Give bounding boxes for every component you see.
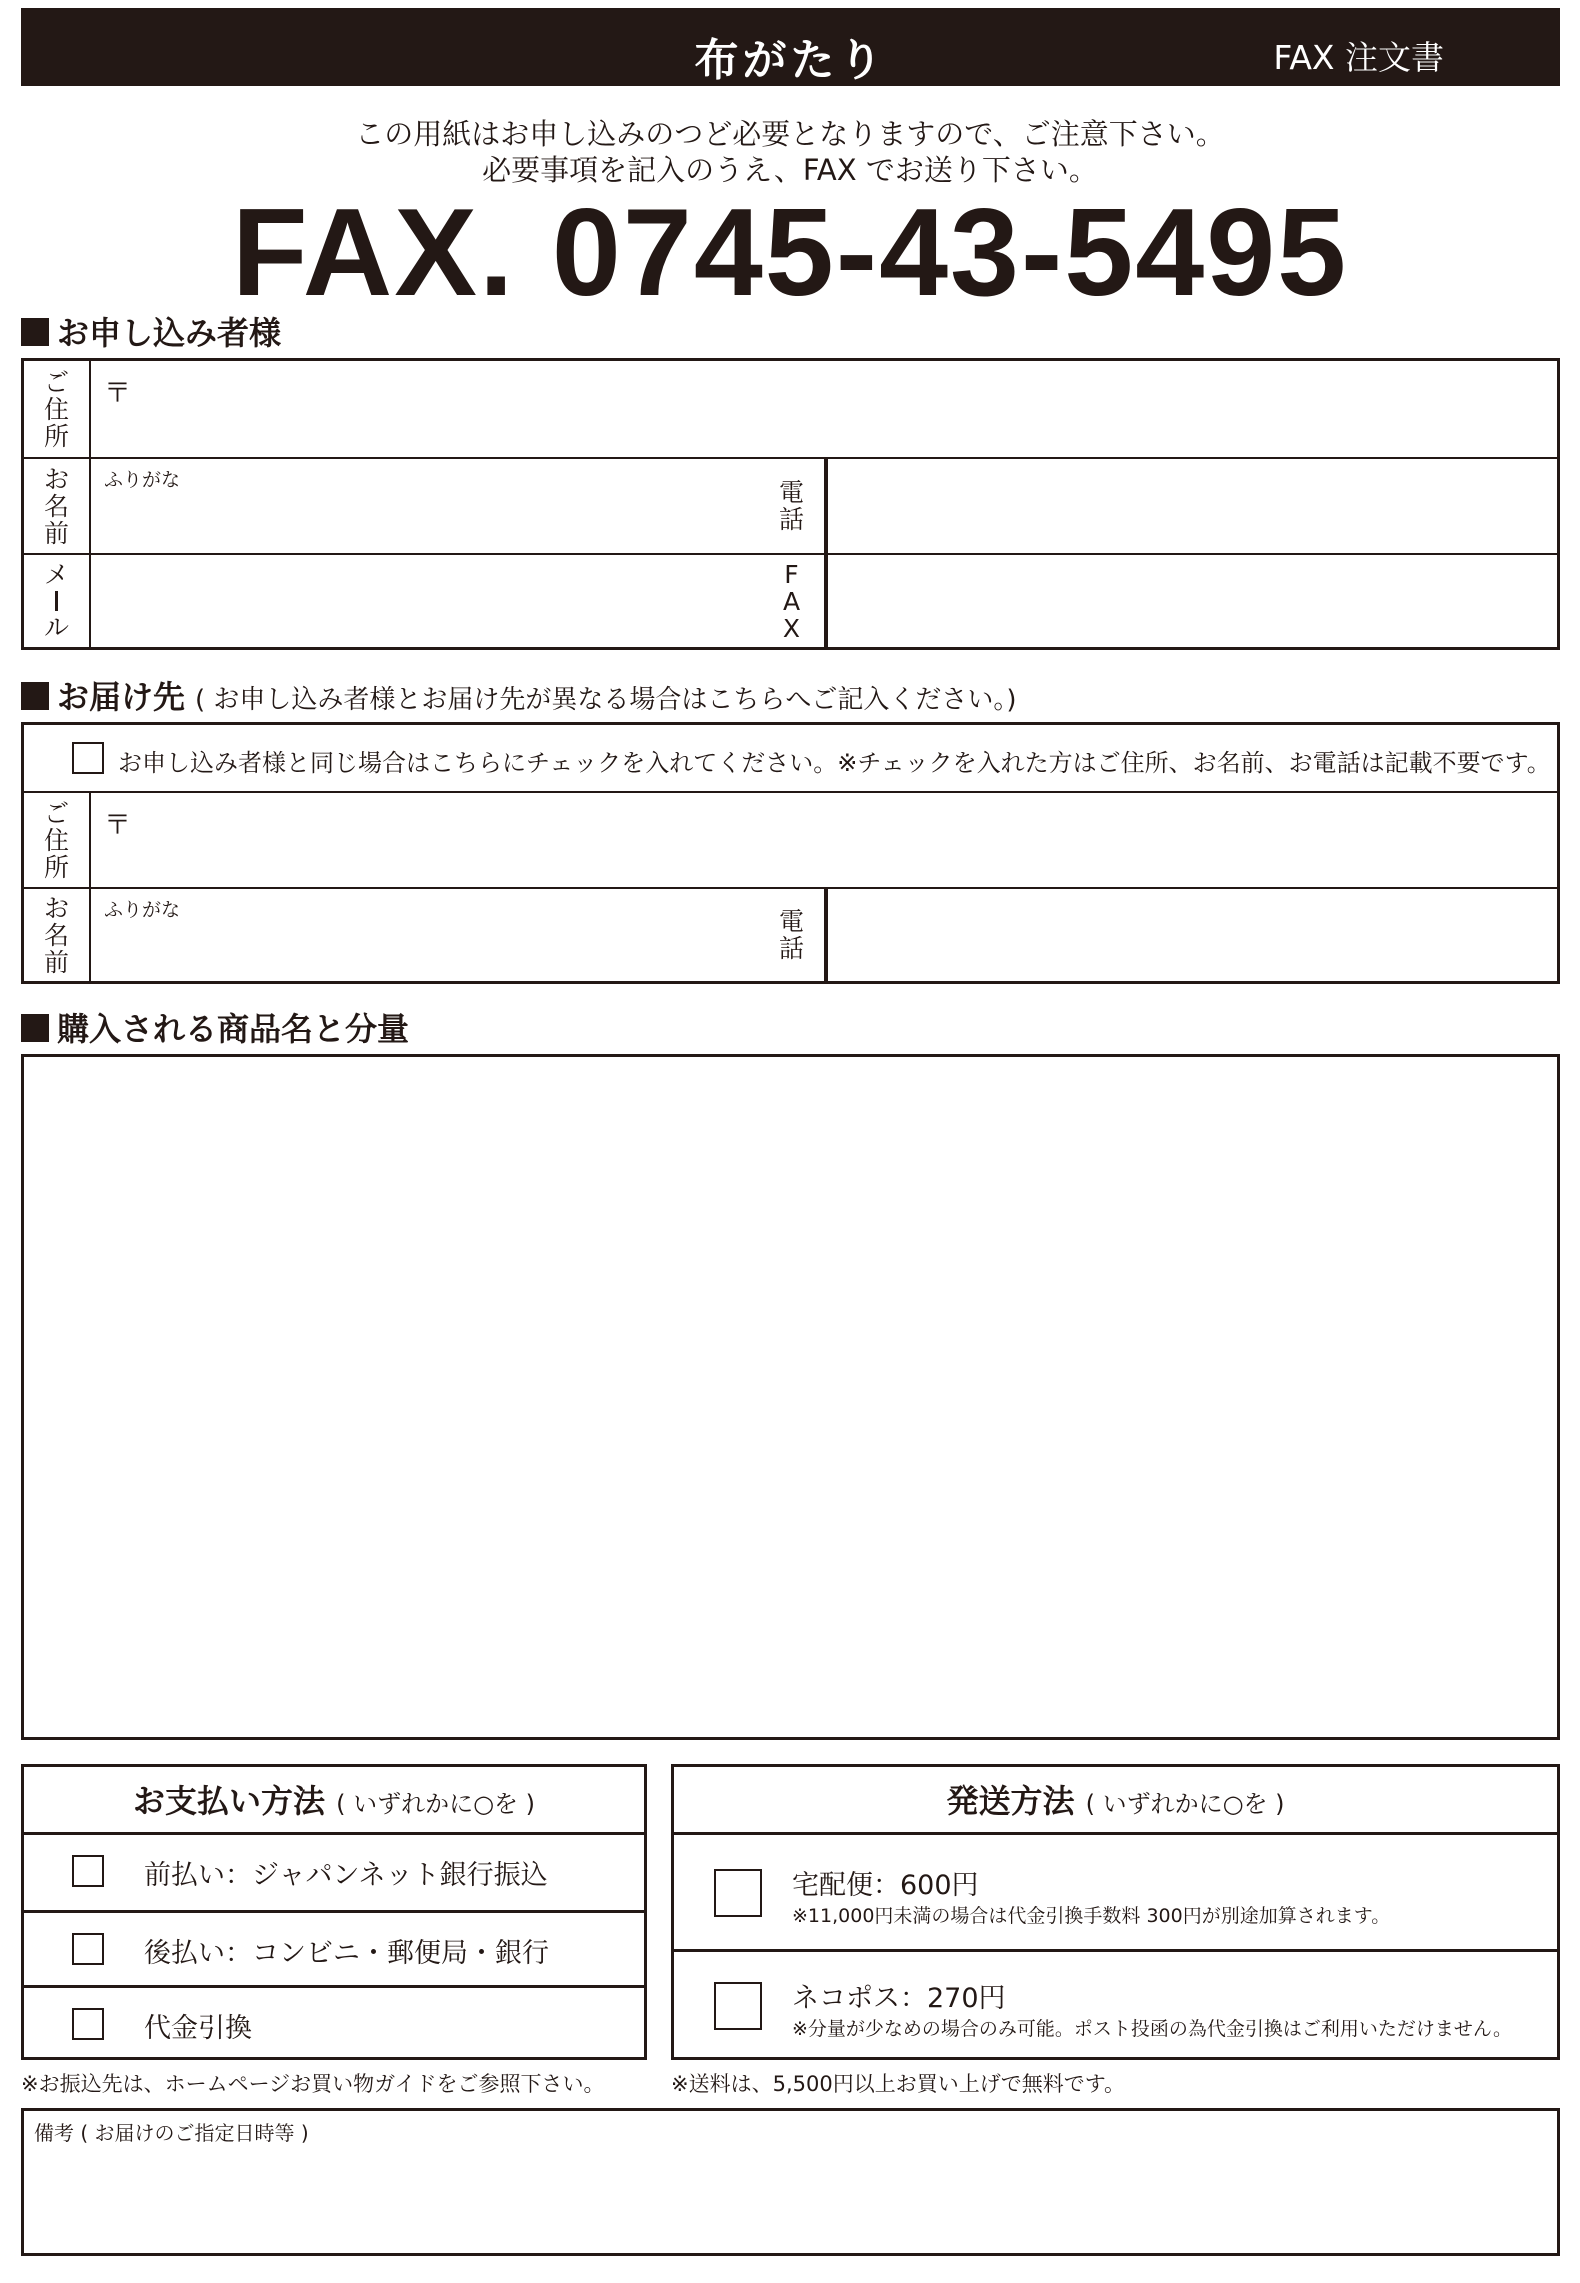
shipping-method-box	[671, 1764, 1560, 2060]
label-char: 住	[43, 394, 69, 424]
shipping-option-row[interactable]	[674, 1835, 1557, 1949]
label-char: ご	[43, 798, 69, 828]
takuhaibin-label: 宅配便：600円	[792, 1870, 979, 1901]
prepay-checkbox[interactable]	[72, 1855, 104, 1887]
remarks-input-area[interactable]	[21, 2108, 1560, 2256]
label-char: 名	[43, 920, 69, 950]
same-as-applicant-checkbox[interactable]	[72, 742, 104, 774]
applicant-address-row	[24, 361, 1557, 457]
payment-option-row[interactable]	[24, 1910, 644, 1985]
nekoposu-note: ※分量が少なめの場合のみ可能。ポスト投函の為代金引換はご利用いただけません。	[792, 2018, 1513, 2040]
postal-mark: 〒	[104, 810, 131, 841]
label-char: お	[43, 464, 69, 494]
takuhaibin-note: ※11,000円未満の場合は代金引換手数料 300円が別途加算されます。	[792, 1905, 1391, 1927]
remarks-label: 備考 ( お届けのご指定日時等 )	[34, 2121, 309, 2145]
label-char: X	[782, 613, 801, 643]
label-char: お	[43, 893, 69, 923]
shipping-option-row[interactable]	[674, 1949, 1557, 2057]
cod-label: 代金引換	[144, 2013, 252, 2044]
products-input-area[interactable]	[21, 1054, 1560, 1740]
delivery-table	[21, 722, 1560, 984]
column-divider	[826, 459, 828, 553]
phone-label	[759, 459, 826, 553]
intro-line-2: 必要事項を記入のうえ、FAX でお送り下さい。	[482, 153, 1098, 187]
square-bullet-icon	[21, 1014, 49, 1042]
section-title: お届け先	[57, 678, 186, 716]
fax-number: FAX. 0745-43-5495	[231, 184, 1349, 322]
payment-method-box	[21, 1764, 647, 2060]
label-char: 電	[778, 478, 804, 507]
payment-title-note: ( いずれかに○を )	[336, 1790, 536, 1818]
takuhaibin-checkbox[interactable]	[714, 1869, 762, 1917]
section-title: お申し込み者様	[57, 314, 282, 352]
name-label	[24, 459, 91, 553]
label-char: 前	[43, 518, 69, 548]
furigana-label: ふりがな	[104, 469, 181, 491]
same-as-applicant-row	[24, 725, 1557, 791]
shipping-title	[674, 1767, 1557, 1835]
section-products	[21, 1004, 409, 1050]
prepay-label: 前払い：ジャパンネット銀行振込	[144, 1860, 548, 1891]
delivery-name-row	[24, 887, 1557, 981]
label-char: F	[784, 559, 799, 589]
phone-label	[759, 889, 826, 981]
applicant-table	[21, 358, 1560, 650]
label-char: 電	[778, 907, 804, 936]
label-char: 名	[43, 491, 69, 521]
square-bullet-icon	[21, 682, 49, 710]
square-bullet-icon	[21, 318, 49, 346]
label-char: ル	[43, 613, 69, 642]
column-divider	[826, 555, 828, 647]
delivery-address-row	[24, 791, 1557, 887]
label-char: メ	[43, 560, 69, 589]
label-char: 話	[778, 934, 804, 963]
column-divider	[826, 889, 828, 981]
label-char: ご	[43, 367, 69, 397]
label-char: 話	[778, 505, 804, 534]
shipping-footnote: ※送料は、5,500円以上お買い上げで無料です。	[671, 2072, 1126, 2096]
long-vowel-mark	[55, 591, 58, 611]
same-as-applicant-label: お申し込み者様と同じ場合はこちらにチェックを入れてください。※チェックを入れた方はご住所、お名前、お電話は記載不要です。	[118, 749, 1551, 777]
label-char: 所	[43, 421, 69, 451]
payment-option-row[interactable]	[24, 1985, 644, 2057]
shipping-title-note: ( いずれかに○を )	[1085, 1790, 1285, 1818]
name-label	[24, 889, 91, 981]
cod-checkbox[interactable]	[72, 2008, 104, 2040]
nekoposu-checkbox[interactable]	[714, 1982, 762, 2030]
address-label	[24, 361, 91, 457]
intro-line-1: この用紙はお申し込みのつど必要となりますので、ご注意下さい。	[355, 117, 1225, 151]
label-char: 所	[43, 852, 69, 882]
nekoposu-label: ネコポス：270円	[792, 1983, 1006, 2014]
payment-option-row[interactable]	[24, 1835, 644, 1910]
label-char: 住	[43, 825, 69, 855]
payment-title-text: お支払い方法	[132, 1782, 325, 1820]
email-label	[24, 555, 91, 647]
label-char: A	[782, 586, 801, 616]
furigana-label: ふりがな	[104, 899, 181, 921]
address-label	[24, 793, 91, 887]
shipping-title-text: 発送方法	[946, 1782, 1075, 1820]
brand-title: 布がたり	[694, 35, 887, 86]
applicant-name-row	[24, 457, 1557, 553]
label-char: 前	[43, 947, 69, 977]
postal-mark: 〒	[104, 378, 131, 409]
fax-label	[759, 555, 826, 647]
section-applicant	[21, 308, 281, 354]
postpay-label: 後払い：コンビニ・郵便局・銀行	[144, 1938, 549, 1969]
payment-footnote: ※お振込先は、ホームページお買い物ガイドをご参照下さい。	[21, 2072, 605, 2096]
payment-title	[24, 1767, 644, 1835]
section-title: 購入される商品名と分量	[57, 1010, 410, 1048]
document-type: FAX 注文書	[1273, 38, 1444, 77]
section-note: ( お申し込み者様とお届け先が異なる場合はこちらへご記入ください。)	[195, 685, 1017, 715]
applicant-email-row	[24, 553, 1557, 647]
postpay-checkbox[interactable]	[72, 1933, 104, 1965]
section-delivery	[21, 672, 1017, 718]
header-bar	[21, 8, 1560, 86]
